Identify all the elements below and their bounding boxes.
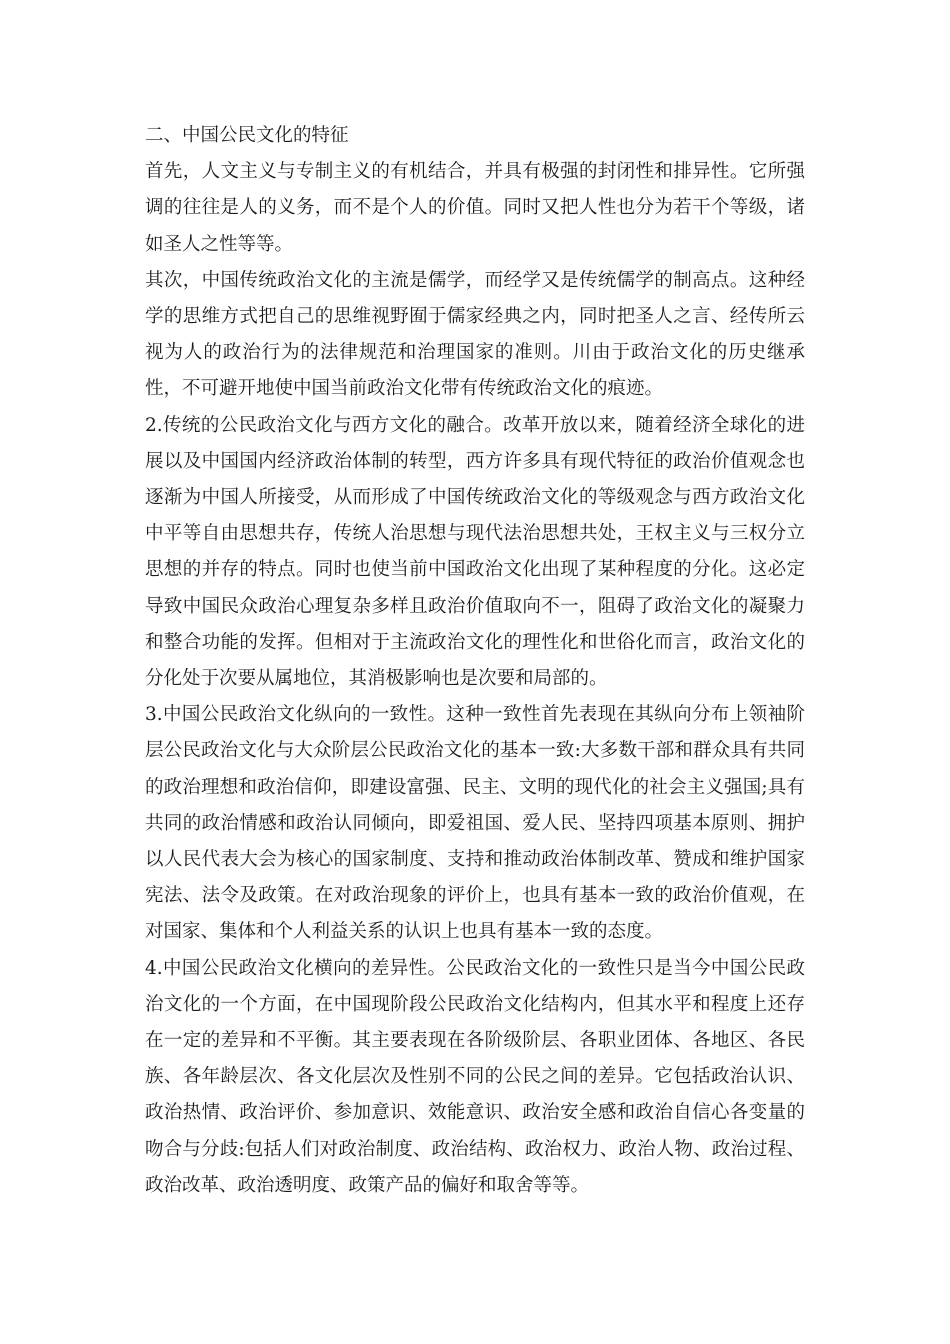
paragraph-point-3: 3.中国公民政治文化纵向的一致性。这种一致性首先表现在其纵向分布上领袖阶层公民政治文化与大众阶层公民政治文化的基本一致:大多数干部和群众具有共同的政治理想和政治信仰，即建设富强、民主、文明的现代化的社会主义强国;具有共同的政治情感和政治认同倾向，即爱祖国、爱人民、坚持四项基本原则、拥护以人民代表大会为核心的国家制度、支持和推动政治体制改革、赞成和维护国家宪法、法令及政策。在对政治现象的评价上，也具有基本一致的政治价值观，在对国家、集体和个人利益关系的认识上也具有基本一致的态度。 — [145, 704, 805, 943]
paragraph-intro-first: 首先，人文主义与专制主义的有机结合，并具有极强的封闭性和排异性。它所强调的往往是人的义务，而不是个人的价值。同时又把人性也分为若干个等级，诸如圣人之性等等。 — [145, 161, 805, 255]
paragraph-intro-second: 其次，中国传统政治文化的主流是儒学，而经学又是传统儒学的制高点。这种经学的思维方式把自己的思维视野囿于儒家经典之内，同时把圣人之言、经传所云视为人的政治行为的法律规范和治理国家的准则。川由于政治文化的历史继承性，不可避开地使中国当前政治文化带有传统政治文化的痕迹。 — [145, 269, 805, 400]
section-heading: 二、中国公民文化的特征 — [145, 125, 349, 146]
paragraph-point-2: 2.传统的公民政治文化与西方文化的融合。改革开放以来，随着经济全球化的进展以及中国国内经济政治体制的转型，西方许多具有现代特征的政治价值观念也逐渐为中国人所接受，从而形成了中国传统政治文化的等级观念与西方政治文化中平等自由思想共存，传统人治思想与现代法治思想共处，王权主义与三权分立思想的并存的特点。同时也使当前中国政治文化出现了某种程度的分化。这必定导致中国民众政治心理复杂多样且政治价值取向不一，阻碍了政治文化的凝聚力和整合功能的发挥。但相对于主流政治文化的理性化和世俗化而言，政治文化的分化处于次要从属地位，其消极影响也是次要和局部的。 — [145, 414, 805, 690]
document-body — [145, 118, 805, 1204]
paragraph-point-4: 4.中国公民政治文化横向的差异性。公民政治文化的一致性只是当今中国公民政治文化的一个方面，在中国现阶段公民政治文化结构内，但其水平和程度上还存在一定的差异和不平衡。其主要表现在各阶级阶层、各职业团体、各地区、各民族、各年龄层次、各文化层次及性别不同的公民之间的差异。它包括政治认识、政治热情、政治评价、参加意识、效能意识、政治安全感和政治自信心各变量的吻合与分歧:包括人们对政治制度、政治结构、政治权力、政治人物、政治过程、政治改革、政治透明度、政策产品的偏好和取舍等等。 — [145, 957, 805, 1196]
